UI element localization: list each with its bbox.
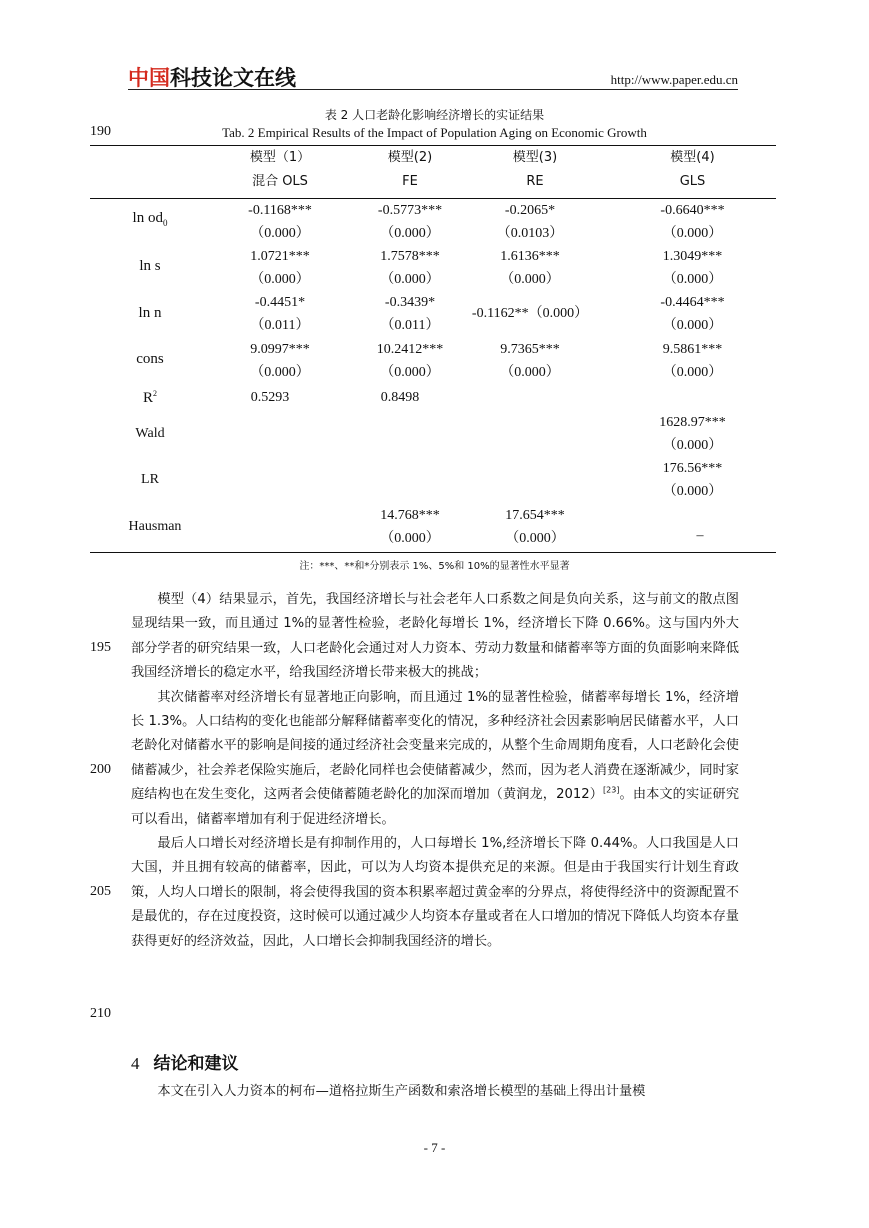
cell-lnn-c4-p: （0.000） bbox=[662, 318, 723, 333]
cell-lns-c3-coef: 1.6136*** bbox=[500, 249, 560, 264]
cell-lns-c2-coef: 1.7578*** bbox=[380, 249, 440, 264]
cell-lnn-c2-p: （0.011） bbox=[380, 318, 440, 333]
page-number: - 7 - bbox=[423, 1140, 446, 1155]
cell-lnn-c1-p: （0.011） bbox=[250, 318, 310, 333]
logo-red-text: 中国 bbox=[128, 66, 170, 90]
header-url[interactable]: http://www.paper.edu.cn bbox=[610, 72, 738, 87]
col1-model: 模型（1） bbox=[249, 150, 311, 165]
cell-lns-c4-coef: 1.3049*** bbox=[662, 249, 723, 264]
cell-r2-c1: 0.5293 bbox=[250, 390, 290, 405]
row-label-cons: cons bbox=[136, 351, 164, 367]
cell-hausman-c3-p: （0.000） bbox=[505, 531, 565, 546]
cell-cons-c4-p: （0.000） bbox=[662, 365, 723, 380]
cell-lr-c4-coef: 176.56*** bbox=[662, 461, 723, 476]
cell-lnod-c4-coef: -0.6640*** bbox=[660, 203, 725, 218]
section-title: 结论和建议 bbox=[153, 1054, 239, 1074]
col4-method: GLS bbox=[679, 174, 706, 189]
col2-model: 模型(2) bbox=[387, 150, 433, 165]
cell-lns-c1-coef: 1.0721*** bbox=[250, 249, 310, 264]
row-label-lr: LR bbox=[141, 472, 159, 487]
row-label-hausman: Hausman bbox=[128, 519, 182, 534]
cell-wald-c4-coef: 1628.97*** bbox=[659, 415, 726, 430]
cell-lns-c3-p: （0.000） bbox=[500, 272, 560, 287]
cell-cons-c4-coef: 9.5861*** bbox=[662, 342, 723, 357]
line-number-190: 190 bbox=[90, 124, 111, 139]
cell-cons-c2-coef: 10.2412*** bbox=[376, 342, 444, 357]
col3-method: RE bbox=[526, 174, 544, 189]
paragraph-3: 最后人口增长对经济增长是有抑制作用的，人口每增长 1%,经济增长下降 0.44%。人口我国是人口大国，并且拥有较高的储蓄率，因此，可以为人均资本提供充足的来源。但是由于我国实行计划生育政策，人均人口增长的限制，将会使得我国的资本积累率超过黄金率的分界点，将使得经济中的资源配置不是最优的，存在过度投资，这时候可以通过减少人均资本存量或者在人口增加的情况下降低人均资本存量获得更好的经济效益，因此，人口增长会抑制我国经济的增长。 bbox=[131, 836, 739, 949]
cell-lnod-c3-coef: -0.2065* bbox=[504, 203, 556, 218]
cell-hausman-c4: – bbox=[696, 528, 704, 543]
logo-black-text: 科技论文在线 bbox=[170, 66, 296, 90]
cell-lnod-c4-p: （0.000） bbox=[662, 226, 723, 241]
line-number-210: 210 bbox=[90, 1006, 111, 1021]
paragraph-1: 模型（4）结果显示，首先，我国经济增长与社会老年人口系数之间是负向关系，这与前文的散点图显现结果一致，而且通过 1%的显著性检验，老龄化每增长 1%，经济增长下降 0.66%。这与国内外大部分学者的研究结果一致，人口老龄化会通过对人力资本、劳动力数量和储蓄率等方面的负面影响来降低我国经济增长的稳定水平，给我国经济增长带来极大的挑战； bbox=[131, 592, 739, 681]
paragraph-2: 其次储蓄率对经济增长有显著地正向影响，而且通过 1%的显著性检验，储蓄率每增长 1%，经济增长 1.3%。人口结构的变化也能部分解释储蓄率变化的情况，多种经济社会因素影响居民储蓄水平，人口老龄化对储蓄水平的影响是间接的通过经济社会变量来完成的，从整个生命周期角度看，人口老龄化会使储蓄减少，社会养老保险实施后，老龄化同样也会使储蓄减少，然而，因为老人消费在逐渐减少，同时家庭结构也在发生变化，这两者会使储蓄随老龄化的加深而增加（黄润龙，2012）[23]。由本文的实证研究可以看出，储蓄率增加有利于促进经济增长。 bbox=[131, 689, 740, 827]
line-number-200: 200 bbox=[90, 762, 111, 777]
row-label-lnod: $\ln od_0$ bbox=[132, 210, 168, 228]
cell-hausman-c2-p: （0.000） bbox=[380, 531, 440, 546]
cell-lnn-c2-coef: -0.3439* bbox=[384, 295, 436, 310]
cell-lr-c4-p: （0.000） bbox=[662, 484, 723, 499]
citation-ref[interactable]: [23] bbox=[603, 785, 620, 795]
line-number-195: 195 bbox=[90, 640, 111, 655]
cell-lnn-c3: -0.1162**（0.000） bbox=[471, 306, 589, 321]
header-rule bbox=[128, 89, 738, 90]
table-note: 注：***、**和*分别表示 1%、5%和 10%的显著性水平显著 bbox=[299, 561, 570, 572]
col1-method: 混合 OLS bbox=[252, 174, 308, 189]
cell-lnod-c1-coef: -0.1168*** bbox=[248, 203, 312, 218]
body-text-2 bbox=[131, 1080, 739, 1104]
cell-cons-c3-p: （0.000） bbox=[500, 365, 560, 380]
logo bbox=[128, 62, 296, 92]
cell-lnn-c1-coef: -0.4451* bbox=[254, 295, 306, 310]
cell-cons-c3-coef: 9.7365*** bbox=[500, 342, 560, 357]
cell-lns-c2-p: （0.000） bbox=[380, 272, 440, 287]
cell-lns-c4-p: （0.000） bbox=[662, 272, 723, 287]
cell-lnod-c1-p: （0.000） bbox=[250, 226, 310, 241]
row-label-lns: ln s bbox=[139, 258, 161, 274]
col4-model: 模型(4) bbox=[670, 150, 715, 165]
table-bottom-rule bbox=[90, 552, 776, 553]
table-caption-cn: 表 2 人口老龄化影响经济增长的实证结果 bbox=[324, 108, 545, 122]
cell-r2-c2: 0.8498 bbox=[380, 390, 420, 405]
cell-hausman-c3-coef: 17.654*** bbox=[505, 508, 565, 523]
cell-lnod-c2-coef: -0.5773*** bbox=[377, 203, 443, 218]
table-caption-en: Tab. 2 Empirical Results of the Impact of Population Aging on Economic Growth bbox=[222, 125, 647, 140]
cell-lnn-c4-coef: -0.4464*** bbox=[660, 295, 725, 310]
cell-wald-c4-p: （0.000） bbox=[662, 438, 723, 453]
cell-cons-c1-coef: 9.0997*** bbox=[250, 342, 310, 357]
cell-hausman-c2-coef: 14.768*** bbox=[380, 508, 440, 523]
cell-cons-c2-p: （0.000） bbox=[380, 365, 440, 380]
cell-lnod-c3-p: （0.0103） bbox=[496, 226, 564, 241]
row-label-lnn: ln n bbox=[138, 305, 162, 321]
row-label-wald: Wald bbox=[135, 426, 165, 441]
section-number: 4 bbox=[131, 1054, 140, 1073]
section-heading bbox=[131, 1049, 239, 1074]
cell-cons-c1-p: （0.000） bbox=[250, 365, 310, 380]
cell-lnod-c2-p: （0.000） bbox=[380, 226, 440, 241]
col3-model: 模型(3) bbox=[512, 150, 558, 165]
body-text bbox=[131, 588, 739, 954]
row-label-r2: $R^2$ bbox=[142, 389, 157, 406]
col2-method: FE bbox=[402, 174, 418, 189]
paragraph-4: 本文在引入人力资本的柯布—道格拉斯生产函数和索洛增长模型的基础上得出计量模 bbox=[157, 1084, 646, 1099]
cell-lns-c1-p: （0.000） bbox=[250, 272, 310, 287]
line-number-205: 205 bbox=[90, 884, 111, 899]
